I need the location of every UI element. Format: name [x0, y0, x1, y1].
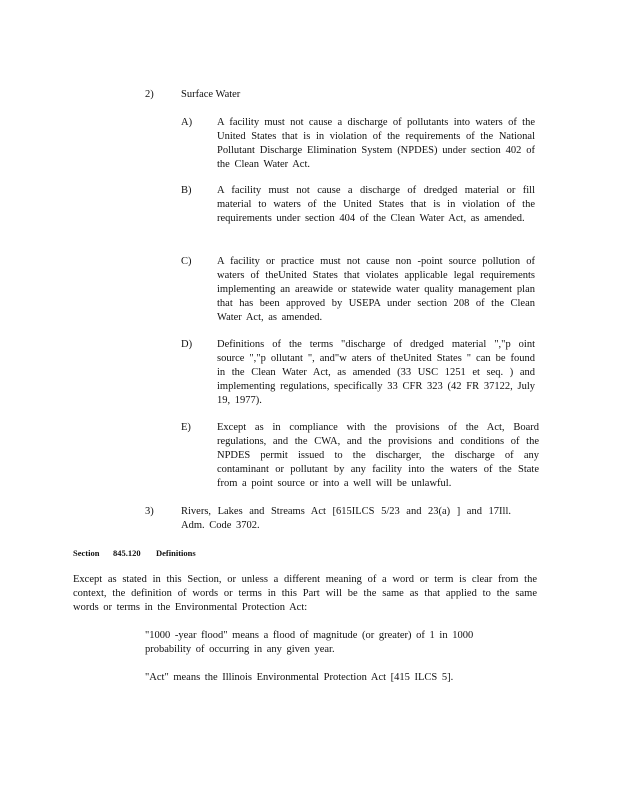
subitem-b-text: A facility must not cause a discharge of dredged material or fill material to waters of the United States that is in violation of the requirements under section 404 of the Clean Water Act, as amended.	[217, 185, 535, 224]
section-title: Definitions	[156, 548, 196, 558]
subitem-e-text: Except as in compliance with the provisions of the Act, Board regulations, and the CWA, and the provisions and conditions of the NPDES permit issued to the discharger, the discharge of any contaminant or pollutant by any facility into the waters of the State from a point source or into a well will be unlawful.	[217, 422, 539, 489]
definition-act: "Act" means the Illinois Environmental Protection Act [415 ILCS 5].	[145, 672, 454, 683]
intro-paragraph: Except as stated in this Section, or unless a different meaning of a word or term is clear from the context, the definition of words or terms in this Part will be the same as that applied to the same words or terms in the Environmental Protection Act:	[73, 574, 537, 613]
definition-1000-year-flood: "1000 -year flood" means a flood of magnitude (or greater) of 1 in 1000 probability of occurring in any given year.	[145, 630, 474, 655]
subitem-d-letter: D)	[181, 339, 193, 350]
subitem-a-text: A facility must not cause a discharge of pollutants into waters of the United States that is in violation of the requirements of the National Pollutant Discharge Elimination System (NPDES) under section 402 of the Clean Water Act.	[217, 117, 535, 170]
subitem-a-letter: A)	[181, 117, 193, 128]
subitem-c-text: A facility or practice must not cause non -point source pollution of waters of theUnited States that violates applicable legal requirements implementing an areawide or statewide water quality management plan that has been approved by USEPA under section 208 of the Clean Water Act, as amended.	[217, 256, 535, 323]
item-3-number: 3)	[145, 506, 154, 517]
item-3-text: Rivers, Lakes and Streams Act [615ILCS 5/23 and 23(a) ] and 17Ill. Adm. Code 3702.	[181, 506, 511, 531]
section-number: 845.120	[113, 548, 141, 558]
subitem-d-text: Definitions of the terms "discharge of dredged material ","p oint source ","p ollutant ", and"w aters of theUnited States " can be found in the Clean Water Act, as amended (33 USC 1251 et seq. ) and implementing regulations, specifically 33 CFR 323 (42 FR 37122, July 19, 1977).	[217, 339, 535, 406]
section-label: Section	[73, 548, 100, 558]
subitem-c-letter: C)	[181, 256, 192, 267]
subitem-e-letter: E)	[181, 422, 191, 433]
subitem-b-letter: B)	[181, 185, 192, 196]
item-2-number: 2)	[145, 89, 154, 100]
item-2-heading: Surface Water	[181, 89, 241, 100]
